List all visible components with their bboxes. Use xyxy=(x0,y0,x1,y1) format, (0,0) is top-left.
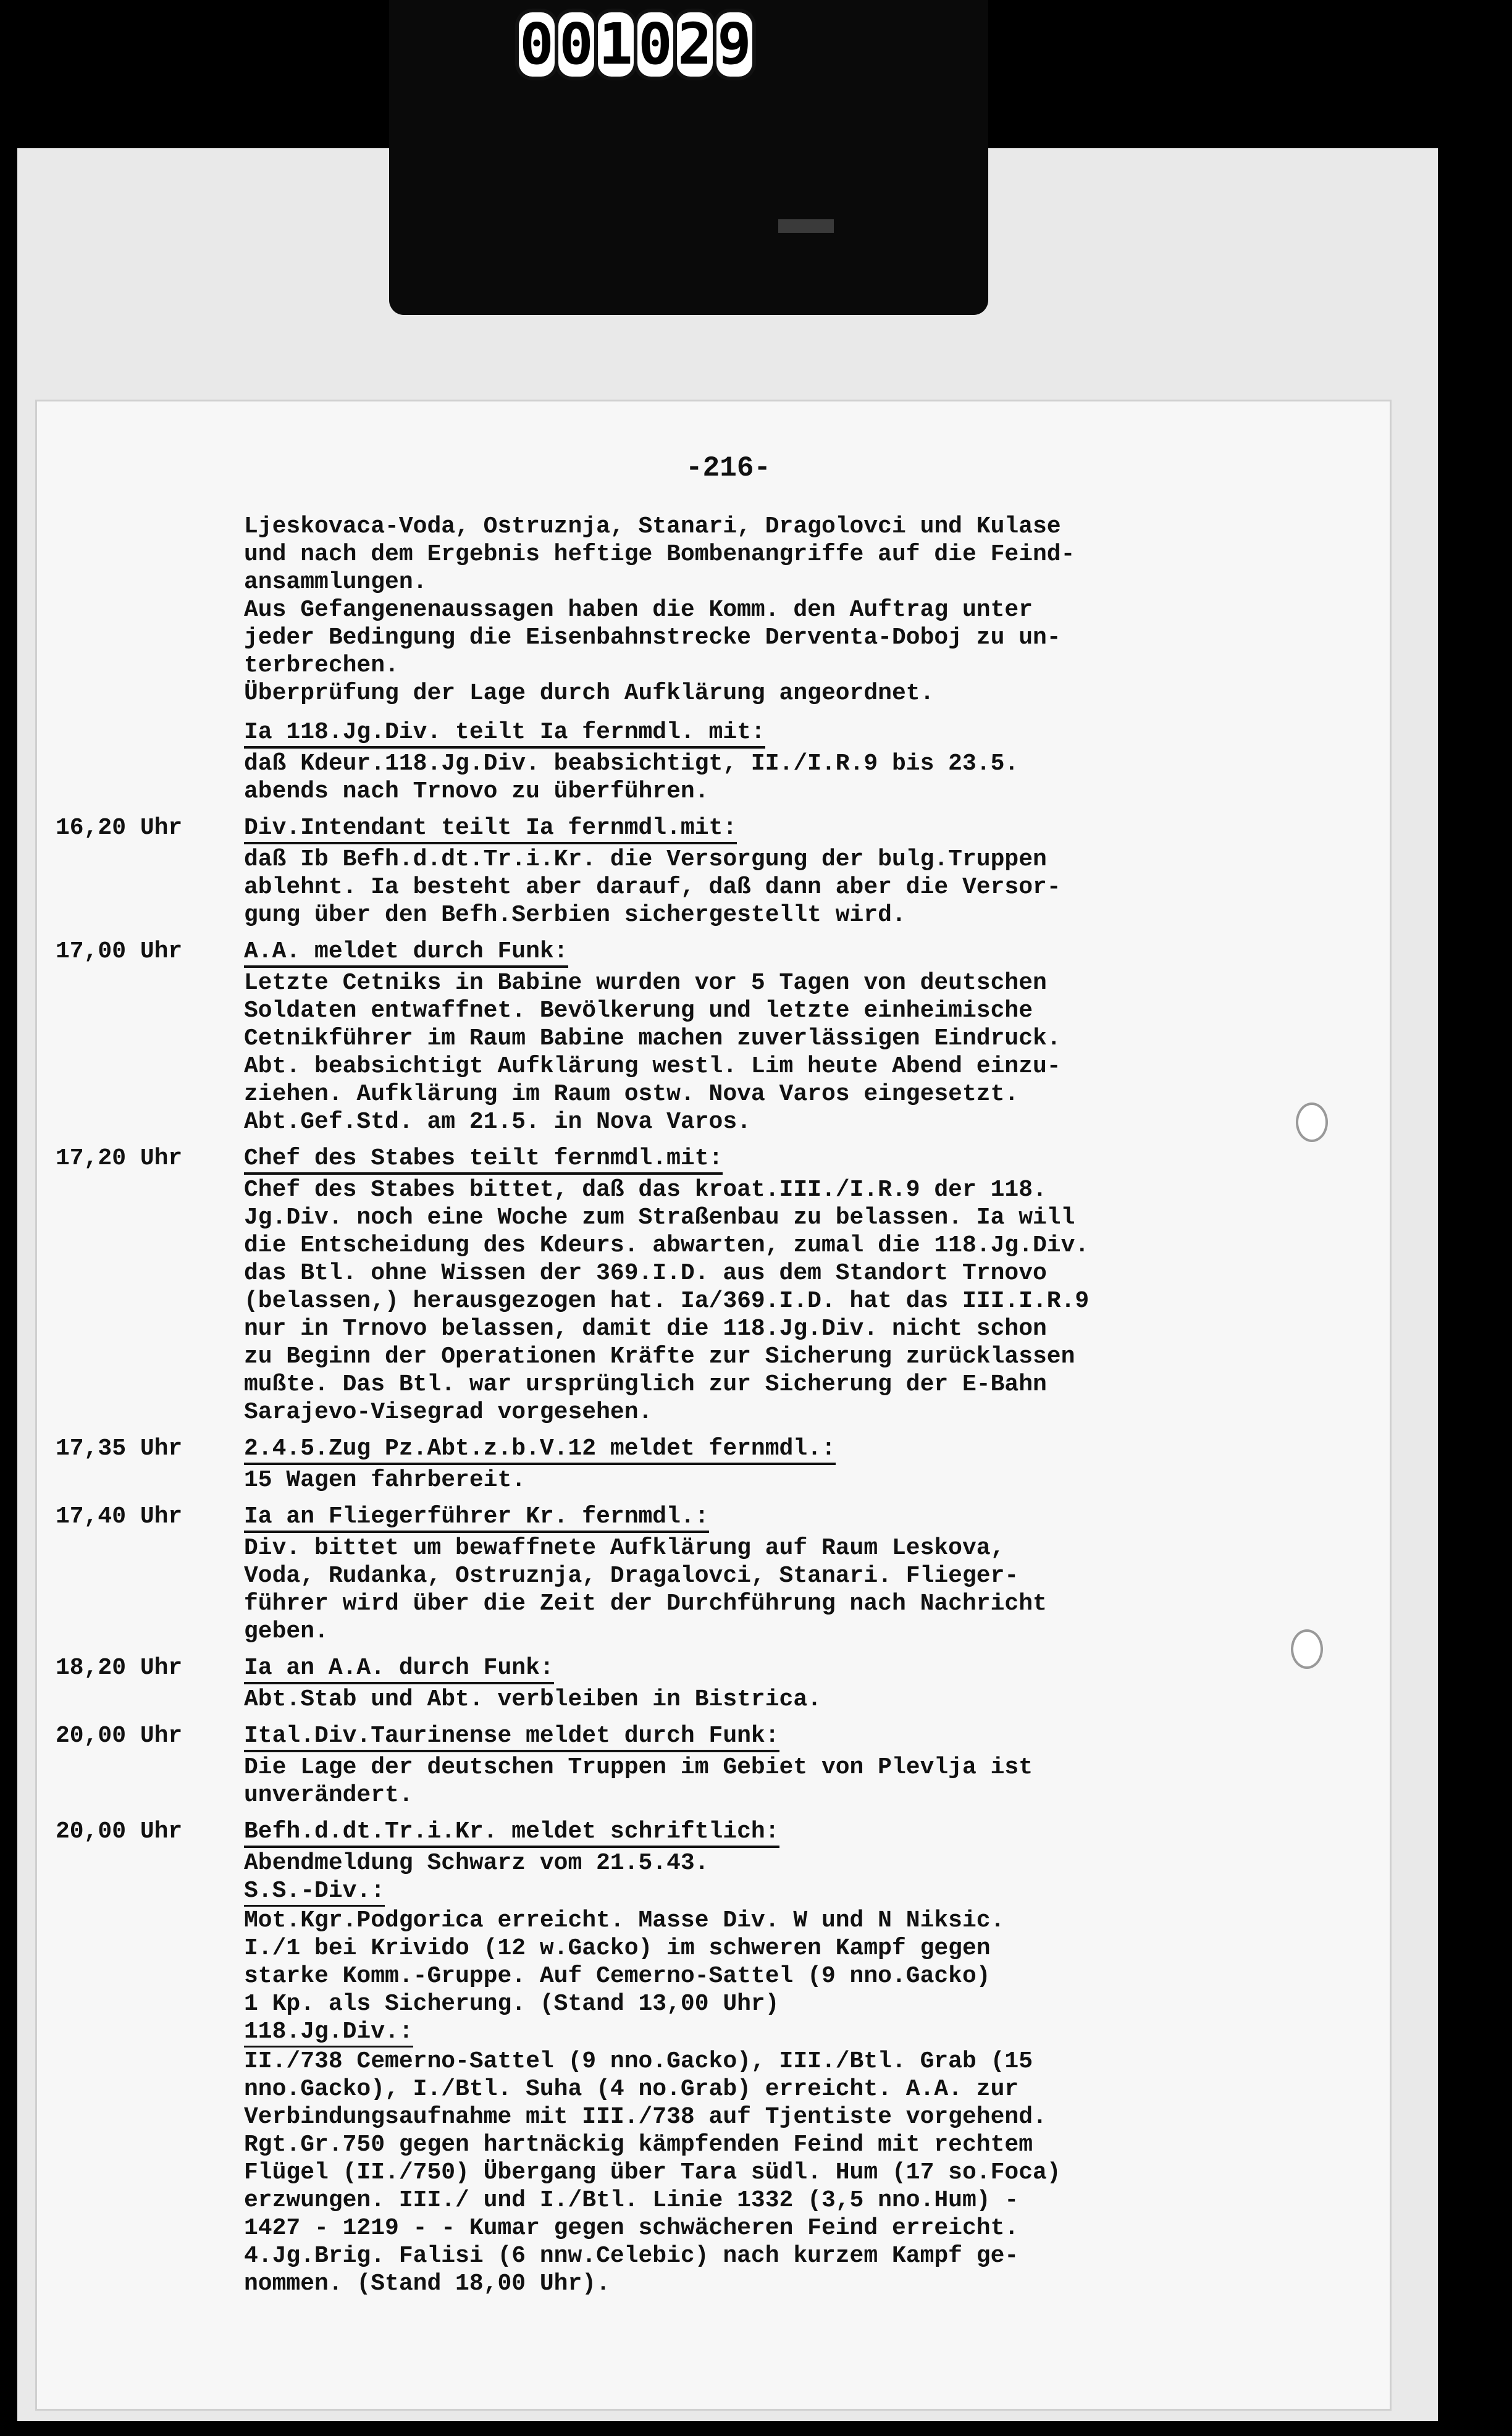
typed-page xyxy=(37,401,1390,2409)
log-entry xyxy=(37,938,1390,1136)
text-line: Sarajevo-Visegrad vorgesehen. xyxy=(244,1399,653,1426)
frame-digit: 2 xyxy=(678,11,712,77)
text-line: Überprüfung der Lage durch Aufklärung angeordnet. xyxy=(244,680,934,707)
entry-heading: Ital.Div.Taurinense meldet durch Funk: xyxy=(244,1722,779,1752)
text-line: jeder Bedingung die Eisenbahnstrecke Derventa-Doboj zu un- xyxy=(244,624,1061,651)
text-line: führer wird über die Zeit der Durchführung nach Nachricht xyxy=(244,1590,1047,1617)
text-line: 1 Kp. als Sicherung. (Stand 13,00 Uhr) xyxy=(244,1991,779,2017)
text-line: Aus Gefangenenaussagen haben die Komm. den Auftrag unter xyxy=(244,597,1033,623)
text-line: (belassen,) herausgezogen hat. Ia/369.I.D. hat das III.I.R.9 xyxy=(244,1288,1090,1314)
entry-heading: Div.Intendant teilt Ia fernmdl.mit: xyxy=(244,814,737,844)
entry-heading: Befh.d.dt.Tr.i.Kr. meldet schriftlich: xyxy=(244,1818,779,1848)
text-line: Letzte Cetniks in Babine wurden vor 5 Tagen von deutschen xyxy=(244,970,1047,996)
film-frame-number xyxy=(519,12,752,105)
entry-heading: Chef des Stabes teilt fernmdl.mit: xyxy=(244,1144,723,1175)
frame-digit: 0 xyxy=(559,11,594,77)
entry-time: 17,00 Uhr xyxy=(56,938,183,965)
text-line: erzwungen. III./ und I./Btl. Linie 1332 (3,5 nno.Hum) - xyxy=(244,2187,1019,2214)
section-title: 118.Jg.Div.: xyxy=(244,2018,413,2048)
text-line: geben. xyxy=(244,1618,329,1645)
section-title: S.S.-Div.: xyxy=(244,1877,385,1907)
entry-time: 17,20 Uhr xyxy=(56,1145,183,1172)
text-line: I./1 bei Krivido (12 w.Gacko) im schweren Kampf gegen xyxy=(244,1935,991,1962)
log-entry xyxy=(37,1818,1390,2298)
text-line: Abt.Gef.Std. am 21.5. in Nova Varos. xyxy=(244,1109,751,1135)
text-line: zu Beginn der Operationen Kräfte zur Sicherung zurücklassen xyxy=(244,1343,1075,1370)
log-entry xyxy=(37,1654,1390,1713)
entry-time: 20,00 Uhr xyxy=(56,1723,183,1749)
entry-time: 20,00 Uhr xyxy=(56,1818,183,1845)
text-line: ablehnt. Ia besteht aber darauf, daß dann aber die Versor- xyxy=(244,874,1061,901)
text-line: 1427 - 1219 - - Kumar gegen schwächeren Feind erreicht. xyxy=(244,2215,1019,2241)
text-line: die Entscheidung des Kdeurs. abwarten, zumal die 118.Jg.Div. xyxy=(244,1232,1090,1259)
text-line: Abt. beabsichtigt Aufklärung westl. Lim heute Abend einzu- xyxy=(244,1053,1061,1080)
entry-time: 16,20 Uhr xyxy=(56,815,183,841)
text-line: Abendmeldung Schwarz vom 21.5.43. xyxy=(244,1850,709,1876)
entry-time: 17,35 Uhr xyxy=(56,1435,183,1462)
entry-heading: Ia 118.Jg.Div. teilt Ia fernmdl. mit: xyxy=(244,718,765,749)
text-line: und nach dem Ergebnis heftige Bombenangriffe auf die Feind- xyxy=(244,541,1075,568)
frame-digit: 0 xyxy=(519,11,554,77)
clip-marking xyxy=(778,219,834,233)
entry-heading: A.A. meldet durch Funk: xyxy=(244,938,568,968)
text-line: Die Lage der deutschen Truppen im Gebiet von Plevlja ist xyxy=(244,1754,1033,1781)
text-line: ansammlungen. xyxy=(244,569,427,595)
entry-time: 17,40 Uhr xyxy=(56,1503,183,1530)
entry-heading: 2.4.5.Zug Pz.Abt.z.b.V.12 meldet fernmdl.: xyxy=(244,1435,836,1465)
text-line: daß Kdeur.118.Jg.Div. beabsichtigt, II./I.R.9 bis 23.5. xyxy=(244,750,1019,777)
text-line: nommen. (Stand 18,00 Uhr). xyxy=(244,2270,610,2297)
text-line: 15 Wagen fahrbereit. xyxy=(244,1467,526,1493)
text-line: Abt.Stab und Abt. verbleiben in Bistrica. xyxy=(244,1686,821,1713)
log-entry xyxy=(37,1503,1390,1645)
text-line: Chef des Stabes bittet, daß das kroat.III./I.R.9 der 118. xyxy=(244,1177,1047,1203)
frame-digit: 0 xyxy=(638,11,673,77)
text-line: Rgt.Gr.750 gegen hartnäckig kämpfenden Feind mit rechtem xyxy=(244,2132,1033,2158)
text-line: Verbindungsaufnahme mit III./738 auf Tjentiste vorgehend. xyxy=(244,2104,1047,2130)
frame-digit: 1 xyxy=(598,11,633,77)
text-line: 4.Jg.Brig. Falisi (6 nnw.Celebic) nach kurzem Kampf ge- xyxy=(244,2243,1019,2269)
text-line: daß Ib Befh.d.dt.Tr.i.Kr. die Versorgung der bulg.Truppen xyxy=(244,846,1047,873)
log-entry xyxy=(37,814,1390,929)
text-line: II./738 Cemerno-Sattel (9 nno.Gacko), III./Btl. Grab (15 xyxy=(244,2048,1033,2075)
log-entry xyxy=(37,1144,1390,1426)
text-line: terbrechen. xyxy=(244,652,399,679)
frame-digit: 9 xyxy=(717,11,752,77)
text-line: Div. bittet um bewaffnete Aufklärung auf Raum Leskova, xyxy=(244,1535,1005,1561)
text-line: Flügel (II./750) Übergang über Tara südl. Hum (17 so.Foca) xyxy=(244,2159,1061,2186)
text-line: nur in Trnovo belassen, damit die 118.Jg.Div. nicht schon xyxy=(244,1316,1047,1342)
text-line: Cetnikführer im Raum Babine machen zuverlässigen Eindruck. xyxy=(244,1025,1061,1052)
text-line: ziehen. Aufklärung im Raum ostw. Nova Varos eingesetzt. xyxy=(244,1081,1019,1107)
text-line: Jg.Div. noch eine Woche zum Straßenbau zu belassen. Ia will xyxy=(244,1204,1075,1231)
text-line: nno.Gacko), I./Btl. Suha (4 no.Grab) erreicht. A.A. zur xyxy=(244,2076,1019,2102)
text-line: gung über den Befh.Serbien sichergestellt wird. xyxy=(244,902,906,928)
text-line: abends nach Trnovo zu überführen. xyxy=(244,778,709,805)
text-line: unverändert. xyxy=(244,1782,413,1808)
text-line: das Btl. ohne Wissen der 369.I.D. aus dem Standort Trnovo xyxy=(244,1260,1047,1287)
page-content xyxy=(37,513,1390,2306)
text-line: mußte. Das Btl. war ursprünglich zur Sicherung der E-Bahn xyxy=(244,1371,1047,1398)
page-number: -216- xyxy=(686,452,771,484)
text-line: Ljeskovaca-Voda, Ostruznja, Stanari, Dragolovci und Kulase xyxy=(244,513,1061,540)
log-entry xyxy=(37,718,1390,805)
log-entry xyxy=(37,1722,1390,1809)
intro-paragraph xyxy=(37,513,1390,707)
log-entry xyxy=(37,1435,1390,1494)
text-line: Voda, Rudanka, Ostruznja, Dragalovci, Stanari. Flieger- xyxy=(244,1563,1019,1589)
entry-heading: Ia an Fliegerführer Kr. fernmdl.: xyxy=(244,1503,709,1533)
text-line: starke Komm.-Gruppe. Auf Cemerno-Sattel (9 nno.Gacko) xyxy=(244,1963,991,1989)
entry-heading: Ia an A.A. durch Funk: xyxy=(244,1654,554,1684)
text-line: Mot.Kgr.Podgorica erreicht. Masse Div. W und N Niksic. xyxy=(244,1907,1005,1934)
entry-time: 18,20 Uhr xyxy=(56,1655,183,1681)
text-line: Soldaten entwaffnet. Bevölkerung und letzte einheimische xyxy=(244,998,1033,1024)
